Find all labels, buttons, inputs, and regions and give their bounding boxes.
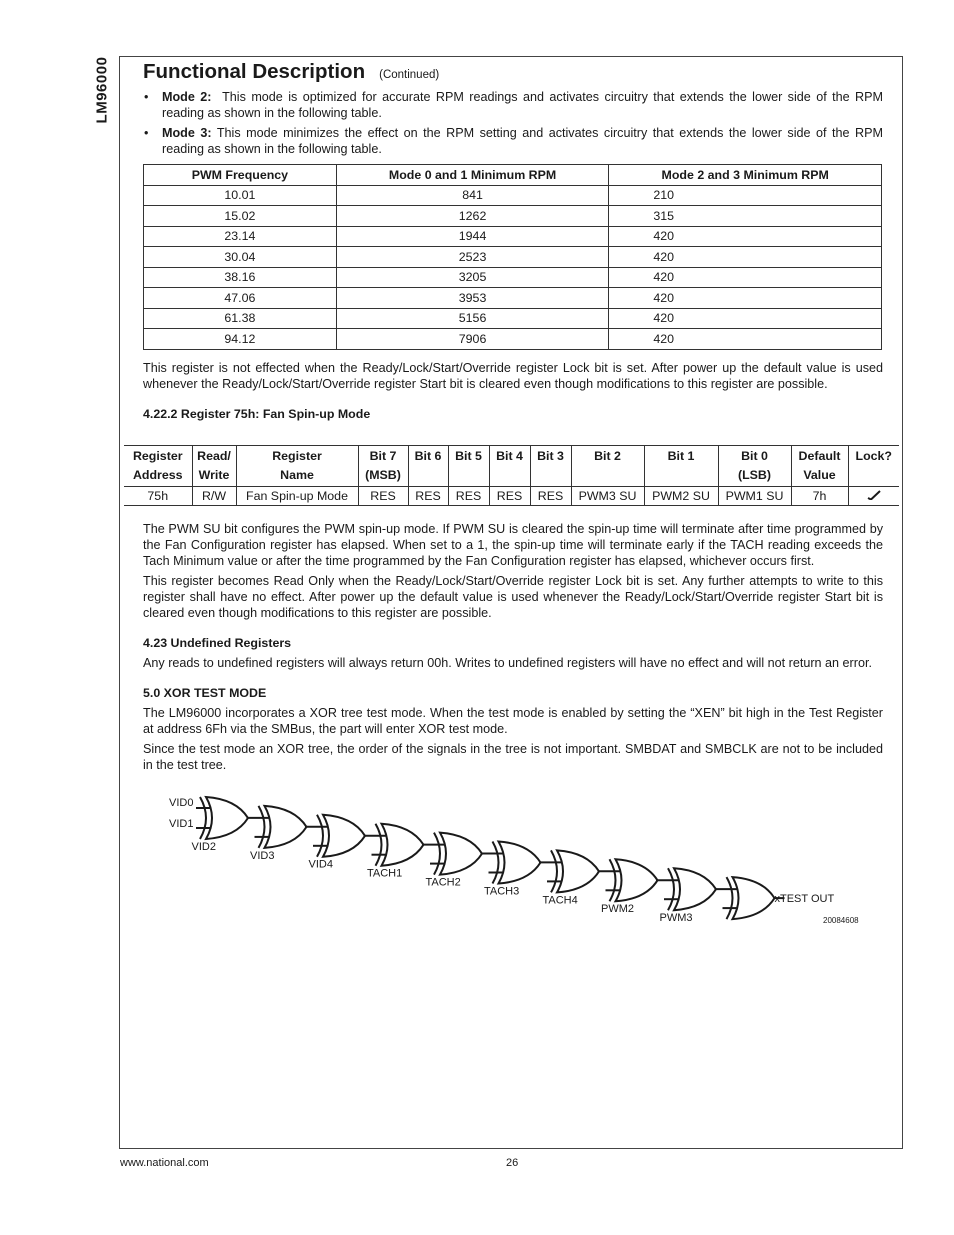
table-row	[144, 185, 882, 206]
xor-gate-icon	[481, 842, 541, 884]
table-row	[144, 206, 882, 227]
signal-label: VID2	[191, 840, 216, 853]
register-header-cell: Read/ Write	[192, 446, 236, 487]
rpm-cell: 420	[609, 226, 882, 247]
table-row	[144, 329, 882, 350]
register-cell: 7h	[791, 487, 848, 506]
rpm-header-cell: Mode 0 and 1 Minimum RPM	[336, 165, 609, 186]
register-cell: PWM3 SU	[571, 487, 644, 506]
section-5-0-heading: 5.0 XOR TEST MODE	[143, 686, 267, 700]
signal-label: PWM2	[601, 903, 634, 916]
bullet-mode-2: • Mode 2: This mode is optimized for accurate RPM readings and activates circuitry that extends the lower side of the RPM reading as shown in the following table.	[143, 89, 883, 121]
rpm-table	[143, 164, 882, 350]
upper-content	[143, 60, 884, 426]
register-header-cell: Register Address	[132, 449, 183, 482]
undefined-registers-paragraph: Any reads to undefined registers will always return 00h. Writes to undefined registers will have no effect and will not return an error.	[143, 656, 872, 670]
register-cell: RES	[489, 487, 530, 506]
register-header-cell: Bit 7 (MSB)	[358, 446, 408, 487]
section-4-23-heading: 4.23 Undefined Registers	[143, 636, 292, 650]
register-header-cell: Lock?	[848, 446, 899, 487]
xor-gate-icon	[656, 868, 716, 910]
register-cell: RES	[358, 487, 408, 506]
rpm-cell: 420	[609, 329, 882, 350]
register-header-cell: Bit 2	[571, 446, 644, 487]
table-row	[144, 308, 882, 329]
register-header-cell: Bit 5	[448, 446, 489, 487]
rpm-cell: 5156	[336, 308, 609, 329]
section-4-22-2-heading: 4.22.2 Register 75h: Fan Spin-up Mode	[143, 406, 371, 421]
rpm-table-header	[144, 165, 882, 186]
continued-label: (Continued)	[379, 69, 440, 81]
register-cell: RES	[530, 487, 571, 506]
signal-label: VID3	[250, 849, 275, 862]
pwm-su-paragraph: The PWM SU bit configures the PWM spin-up mode. If PWM SU is cleared the spin-up time will terminate after time programmed by the Fan Configuration register has elapsed. When set to a 1, the spin-up time will terminate early if the TACH reading exceeds the Tach Minimum value or after the time programmed by the Fan Configuration register has elapsed, whichever occurs first.	[143, 522, 883, 568]
signal-label: TACH2	[425, 876, 461, 889]
rpm-cell: 94.12	[144, 329, 337, 350]
xor-tree-diagram	[160, 790, 870, 930]
rpm-cell: 420	[609, 288, 882, 309]
read-only-paragraph: This register becomes Read Only when the Ready/Lock/Start/Override register Lock bit is set. Any further attempts to write to this register shall have no effect. After power up the default value is used whenever the Ready/Lock/Start/Override register Start bit is cleared even though modifications to this register are possible.	[143, 574, 883, 620]
rpm-cell: 420	[609, 308, 882, 329]
register-table-header	[124, 446, 899, 487]
register-header-cell: Bit 1	[644, 446, 718, 487]
signal-label: VID4	[308, 858, 333, 871]
figure-id: 20084608	[823, 916, 859, 925]
register-header-cell: Bit 3	[530, 446, 571, 487]
page-header	[143, 60, 883, 83]
register-75h-table	[124, 445, 899, 506]
table-row	[144, 247, 882, 268]
register-cell: Fan Spin-up Mode	[236, 487, 358, 506]
lock-check-icon	[848, 487, 899, 506]
rpm-cell: 47.06	[144, 288, 337, 309]
signal-label: TACH3	[484, 885, 520, 898]
xor-gate-icon	[364, 824, 424, 866]
rpm-cell: 61.38	[144, 308, 337, 329]
rpm-cell: 3205	[336, 267, 609, 288]
signal-label: VID0	[169, 797, 194, 809]
signal-label: TACH4	[542, 894, 578, 907]
page-title: Functional Description	[143, 60, 366, 83]
xor-gate-icon	[422, 833, 482, 875]
rpm-cell: 841	[336, 185, 609, 206]
lock-note-paragraph: This register is not effected when the Ready/Lock/Start/Override register Lock bit is set. After power up the default value is used whenever the Ready/Lock/Start/Override register Start bit is cleared even though modifications to this register are possible.	[143, 360, 883, 391]
xor-gate-icon	[539, 850, 599, 892]
side-part-number: LM96000	[93, 56, 111, 124]
register-header-cell: Default Value	[791, 446, 848, 487]
xor-order-paragraph: Since the test mode an XOR tree, the order of the signals in the tree is not important. SMBDAT and SMBCLK are not to be included in the test tree.	[143, 742, 883, 772]
register-cell: 75h	[124, 487, 192, 506]
table-row	[144, 226, 882, 247]
signal-label: VID1	[169, 818, 194, 830]
table-row	[144, 267, 882, 288]
rpm-cell: 10.01	[144, 185, 337, 206]
xor-gate-icon	[247, 806, 307, 848]
xor-mode-paragraph: The LM96000 incorporates a XOR tree test mode. When the test mode is enabled by setting the “XEN” bit high in the Test Register at address 6Fh via the SMBus, the part will enter XOR test mode.	[143, 706, 883, 736]
register-header-cell: Bit 6	[408, 446, 448, 487]
register-header-cell: Register Name	[236, 446, 358, 487]
rpm-cell: 38.16	[144, 267, 337, 288]
register-cell: PWM1 SU	[718, 487, 791, 506]
xor-gate-icon	[305, 815, 365, 857]
rpm-cell: 420	[609, 247, 882, 268]
rpm-cell: 315	[609, 206, 882, 227]
signal-label: PWM3	[659, 912, 693, 925]
rpm-cell: 15.02	[144, 206, 337, 227]
rpm-cell: 2523	[336, 247, 609, 268]
table-row	[124, 487, 899, 506]
rpm-cell: 420	[609, 267, 882, 288]
mode-bullets	[143, 89, 883, 157]
register-cell: RES	[448, 487, 489, 506]
table-row	[144, 288, 882, 309]
rpm-cell: 1944	[336, 226, 609, 247]
signal-label: TACH1	[367, 867, 403, 880]
rpm-cell: 1262	[336, 206, 609, 227]
register-header-cell: Bit 0 (LSB)	[718, 446, 791, 487]
rpm-cell: 7906	[336, 329, 609, 350]
signal-label: xTEST OUT	[774, 893, 835, 906]
rpm-cell: 23.14	[144, 226, 337, 247]
xor-gate-icon	[196, 797, 248, 839]
rpm-header-cell: Mode 2 and 3 Minimum RPM	[609, 165, 882, 186]
bullet-mode-3: • Mode 3: This mode minimizes the effect on the RPM setting and activates circuitry that extends the lower side of the RPM reading as shown in the following table.	[143, 125, 883, 157]
rpm-header-cell: PWM Frequency	[144, 165, 337, 186]
register-header-cell: Bit 4	[489, 446, 530, 487]
footer-page-number: 26	[506, 1157, 519, 1169]
register-cell: R/W	[192, 487, 236, 506]
rpm-cell: 30.04	[144, 247, 337, 268]
xor-gate-icon	[598, 859, 658, 901]
lower-content	[143, 517, 883, 773]
rpm-cell: 3953	[336, 288, 609, 309]
rpm-cell: 210	[609, 185, 882, 206]
footer-url: www.national.com	[120, 1157, 209, 1169]
register-cell: RES	[408, 487, 448, 506]
register-cell: PWM2 SU	[644, 487, 718, 506]
